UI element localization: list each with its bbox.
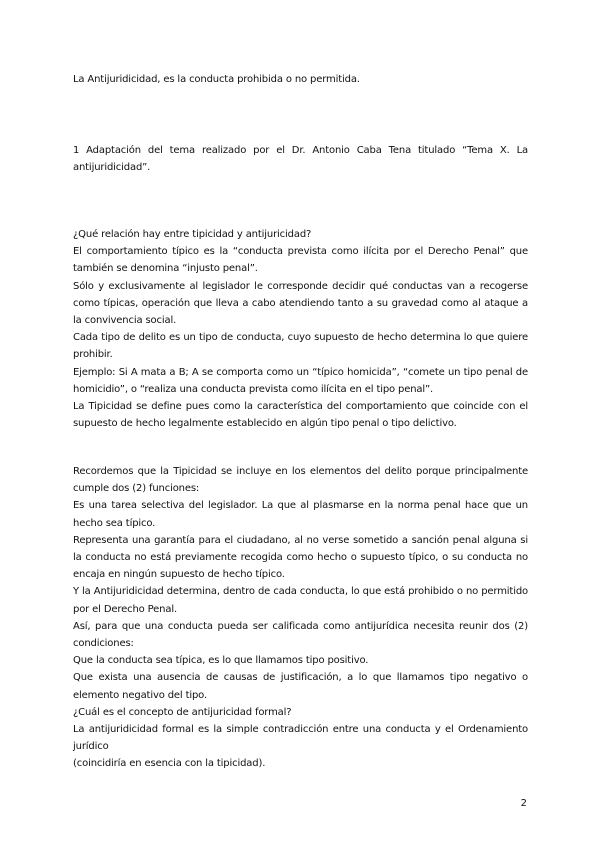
footnote-paragraph: 1 Adaptación del tema realizado por el Dr. Antonio Caba Tena titulado “Tema X. La antijuridicidad”. [73, 145, 528, 174]
question-heading: ¿Qué relación hay entre tipicidad y antijuricidad? [73, 229, 312, 240]
intro-block [73, 71, 528, 88]
paragraph: Ejemplo: Si A mata a B; A se comporta como un “típico homicida”, “comete un tipo penal de homicidio”, o “realiza una conducta prevista como ilícita en el tipo penal”. [73, 366, 528, 395]
paragraph: La antijuridicidad formal es la simple contradicción entre una conducta y el Ordenamiento jurídico [73, 724, 528, 753]
paragraph: Representa una garantía para el ciudadano, al no verse sometido a sanción penal alguna si la conducta no está previamente recogida como hecho o supuesto típico, o su conducta no encaja en ningún supuesto de hecho típico. [73, 534, 528, 581]
paragraph: Sólo y exclusivamente al legislador le corresponde decidir qué conductas van a recogerse como típicas, operación que lleva a cabo atendiendo tanto a su gravedad como al ataque a la convivencia social. [73, 280, 528, 327]
paragraph: Recordemos que la Tipicidad se incluye en los elementos del delito porque principalmente cumple dos (2) funciones: [73, 466, 528, 495]
paragraph: (coincidiría en esencia con la tipicidad). [73, 758, 266, 770]
footnote-block [73, 142, 528, 176]
paragraph: El comportamiento típico es la “conducta prevista como ilícita por el Derecho Penal” que también se denomina “injusto penal”. [73, 246, 528, 275]
paragraph: Cada tipo de delito es un tipo de conducta, cuyo supuesto de hecho determina lo que quiere prohibir. [73, 332, 528, 361]
paragraph: Así, para que una conducta pueda ser calificada como antijurídica necesita reunir dos (2) condiciones: [73, 620, 528, 650]
page-number: 2 [520, 798, 527, 809]
paragraph: La Tipicidad se define pues como la característica del comportamiento que coincide con el supuesto de hecho legalmente establecido en algún tipo penal o tipo delictivo. [73, 401, 528, 430]
section-tipicidad-antijuricidad [73, 226, 528, 432]
paragraph: Y la Antijuridicidad determina, dentro de cada conducta, lo que está prohibido o no permitido por el Derecho Penal. [73, 586, 528, 615]
intro-paragraph: La Antijuridicidad, es la conducta prohibida o no permitida. [73, 74, 360, 85]
question-heading: ¿Cuál es el concepto de antijuricidad formal? [73, 706, 292, 718]
paragraph: Que exista una ausencia de causas de justificación, a lo que llamamos tipo negativo o elemento negativo del tipo. [73, 672, 528, 701]
paragraph: Que la conducta sea típica, es lo que llamamos tipo positivo. [73, 655, 369, 667]
section-funciones-tipicidad [73, 463, 528, 773]
paragraph: Es una tarea selectiva del legislador. La que al plasmarse en la norma penal hace que un hecho sea típico. [73, 500, 528, 529]
